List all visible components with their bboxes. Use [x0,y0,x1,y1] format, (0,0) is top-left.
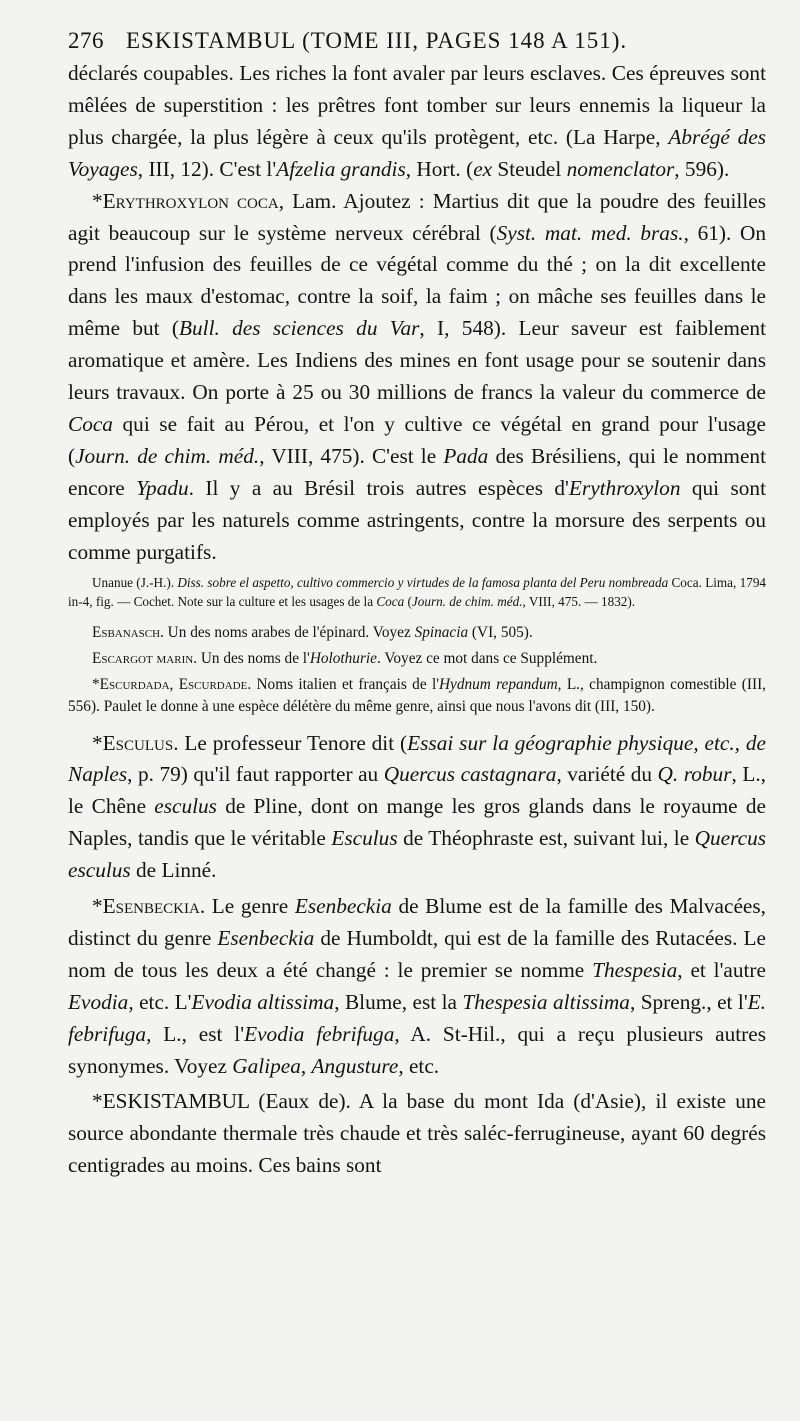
page-number: 276 [68,28,104,53]
entry-erythroxylon-coca: *Erythroxylon coca, Lam. Ajoutez : Martius dit que la poudre des feuilles agit beaucoup sur le système nerveux cérébral (Syst. mat. med. bras., 61). On prend l'infusion des feuilles de ce végétal comme du thé ; on la dit excellente dans les maux d'estomac, contre la soif, la faim ; on mâche ses feuilles dans le même but (Bull. des sciences du Var, I, 548). Leur saveur est faiblement aromatique et amère. Les Indiens des mines en font usage pour se soutenir dans leurs travaux. On porte à 25 ou 30 millions de francs la valeur du commerce de Coca qui se fait au Pérou, et l'on y cultive ce végétal en grand pour l'usage (Journ. de chim. méd., VIII, 475). C'est le Pada des Brésiliens, qui le nomment encore Ypadu. Il y a au Brésil trois autres espèces d'Erythroxylon qui sont employés par les naturels comme astringents, contre la morsure des serpents ou comme purgatifs. [68,188,767,564]
running-title: ESKISTAMBUL (TOME III, PAGES 148 A 151). [126,28,628,53]
entry-headword: Escurdada, Escurdade [99,675,248,693]
entry-headword: ESKISTAMBUL [102,1089,250,1114]
entry-headword: Esenbeckia [102,894,200,919]
entry-headword: Esbanasch [92,623,161,641]
entry-esculus: *Esculus. Le professeur Tenore dit (Essai sur la géographie physique, etc., de Naples, p. 79) qu'il faut rapporter au Quercus castagnara, variété du Q. robur, L., le Chêne esculus de Pline, dont on mange les gros glands dans le royaume de Naples, tandis que le véritable Esculus de Théophraste est, suivant lui, le Quercus esculus de Linné. [68,730,767,883]
entry-esenbeckia: *Esenbeckia. Le genre Esenbeckia de Blume est de la famille des Malvacées, distinct du genre Esenbeckia de Humboldt, qui est de la famille des Rutacées. Le nom de tous les deux a été changé : le premier se nomme Thespesia, et l'autre Evodia, etc. L'Evodia altissima, Blume, est la Thespesia altissima, Spreng., et l'E. febrifuga, L., est l'Evodia febrifuga, A. St-Hil., qui a reçu plusieurs autres synonymes. Voyez Galipea, Angusture, etc. [68,894,767,1078]
running-header [68,28,766,54]
entry-headword: Esculus [102,730,174,755]
entry-esbanasch: Esbanasch. Un des noms arabes de l'épinard. Voyez Spinacia (VI, 505). [92,623,533,641]
entry-headword: Erythroxylon coca [102,188,279,213]
entry-headword: Escargot marin [92,649,194,667]
entry-escurdada: *Escurdada, Escurdade. Noms italien et français de l'Hydnum repandum, L., champignon comestible (III, 556). Paulet le donne à une espèce délétère du même genre, ainsi que nous l'avons dit (III, 150). [68,675,766,715]
entry-eskistambul: *ESKISTAMBUL (Eaux de). A la base du mont Ida (d'Asie), il existe une source abondante thermale très chaude et très saléc-ferrugineuse, ayant 60 degrés centigrades au moins. Ces bains sont [68,1089,766,1178]
bibliographic-note: Unanue (J.-H.). Diss. sobre el aspetto, cultivo commercio y virtudes de la famosa planta del Peru nombreada Coca. Lima, 1794 in-4, fig. — Cochet. Note sur la culture et les usages de la Coca (Journ. de chim. méd., VIII, 475. — 1832). [68,574,767,609]
paragraph-continuation: déclarés coupables. Les riches la font avaler par leurs esclaves. Ces épreuves sont mêlées de superstition : les prêtres font tomber sur leurs ennemis la liqueur la plus chargée, la plus légère à ceux qu'ils protègent, etc. (La Harpe, Abrégé des Voyages, III, 12). C'est l'Afzelia grandis, Hort. (ex Steudel nomenclator, 596). [68,61,766,181]
entry-escargot-marin: Escargot marin. Un des noms de l'Holothurie. Voyez ce mot dans ce Supplément. [92,649,598,667]
